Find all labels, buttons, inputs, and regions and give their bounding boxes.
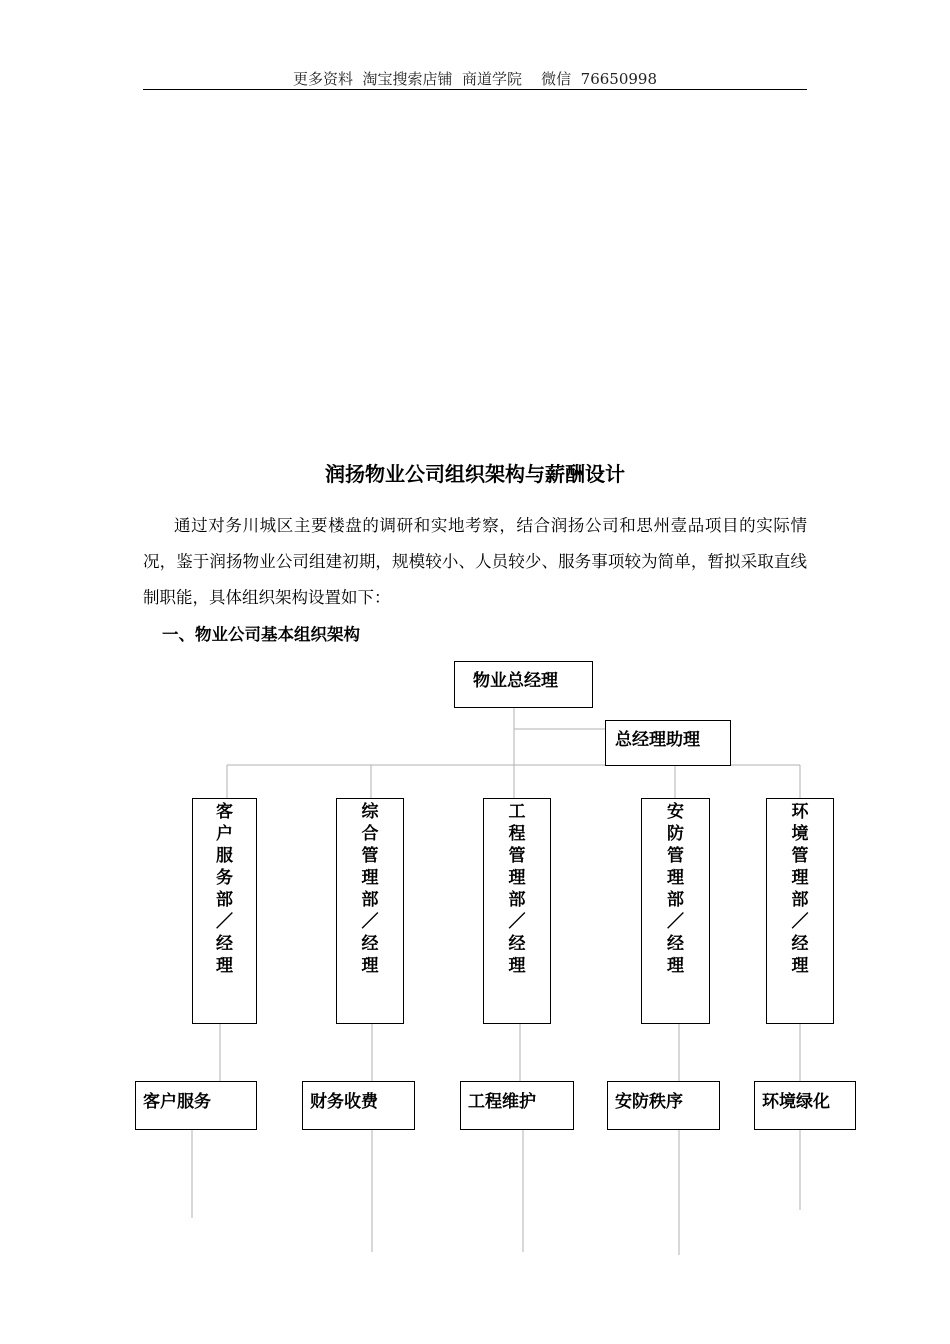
org-label-assistant: 总经理助理 <box>615 730 700 750</box>
org-label-dept-customer-service: 客户服务部／经理 <box>216 802 233 976</box>
org-box-dept-security <box>641 798 710 1024</box>
org-box-assistant <box>605 720 731 766</box>
intro-paragraph: 通过对务川城区主要楼盘的调研和实地考察，结合润扬公司和思州壹品项目的实际情况，鉴于润扬物业公司组建初期，规模较小、人员较少、服务事项较为简单，暂拟采取直线制职能，具体组织架构设置如下： <box>143 516 807 607</box>
document-title: 润扬物业公司组织架构与薪酬设计 <box>325 462 625 486</box>
org-box-func-greening <box>754 1081 856 1130</box>
org-box-general-manager <box>454 661 593 708</box>
org-label-func-customer-service: 客户服务 <box>143 1092 211 1112</box>
org-label-func-security-order: 安防秩序 <box>615 1092 683 1112</box>
org-label-func-fee-collection: 财务收费 <box>310 1092 378 1112</box>
org-label-dept-engineering: 工程管理部／经理 <box>508 802 526 976</box>
org-label-dept-security: 安防管理部／经理 <box>667 802 684 976</box>
org-label-func-maintenance: 工程维护 <box>468 1092 536 1112</box>
page-header-text: 更多资料 淘宝搜索店铺 商道学院 微信 76650998 <box>292 70 658 88</box>
org-box-dept-customer-service <box>192 798 257 1024</box>
org-box-dept-general-admin <box>336 798 404 1024</box>
org-box-func-maintenance <box>460 1081 574 1130</box>
org-box-dept-engineering <box>483 798 551 1024</box>
org-box-func-customer-service <box>135 1081 257 1130</box>
org-box-func-fee-collection <box>302 1081 415 1130</box>
org-label-dept-environment: 环境管理部／经理 <box>791 802 809 976</box>
org-box-func-security-order <box>607 1081 720 1130</box>
org-label-func-greening: 环境绿化 <box>762 1092 830 1112</box>
org-label-general-manager: 物业总经理 <box>473 671 558 691</box>
section-heading-org-structure: 一、物业公司基本组织架构 <box>162 625 360 644</box>
org-box-dept-environment <box>766 798 834 1024</box>
org-label-dept-general-admin: 综合管理部／经理 <box>361 802 379 976</box>
